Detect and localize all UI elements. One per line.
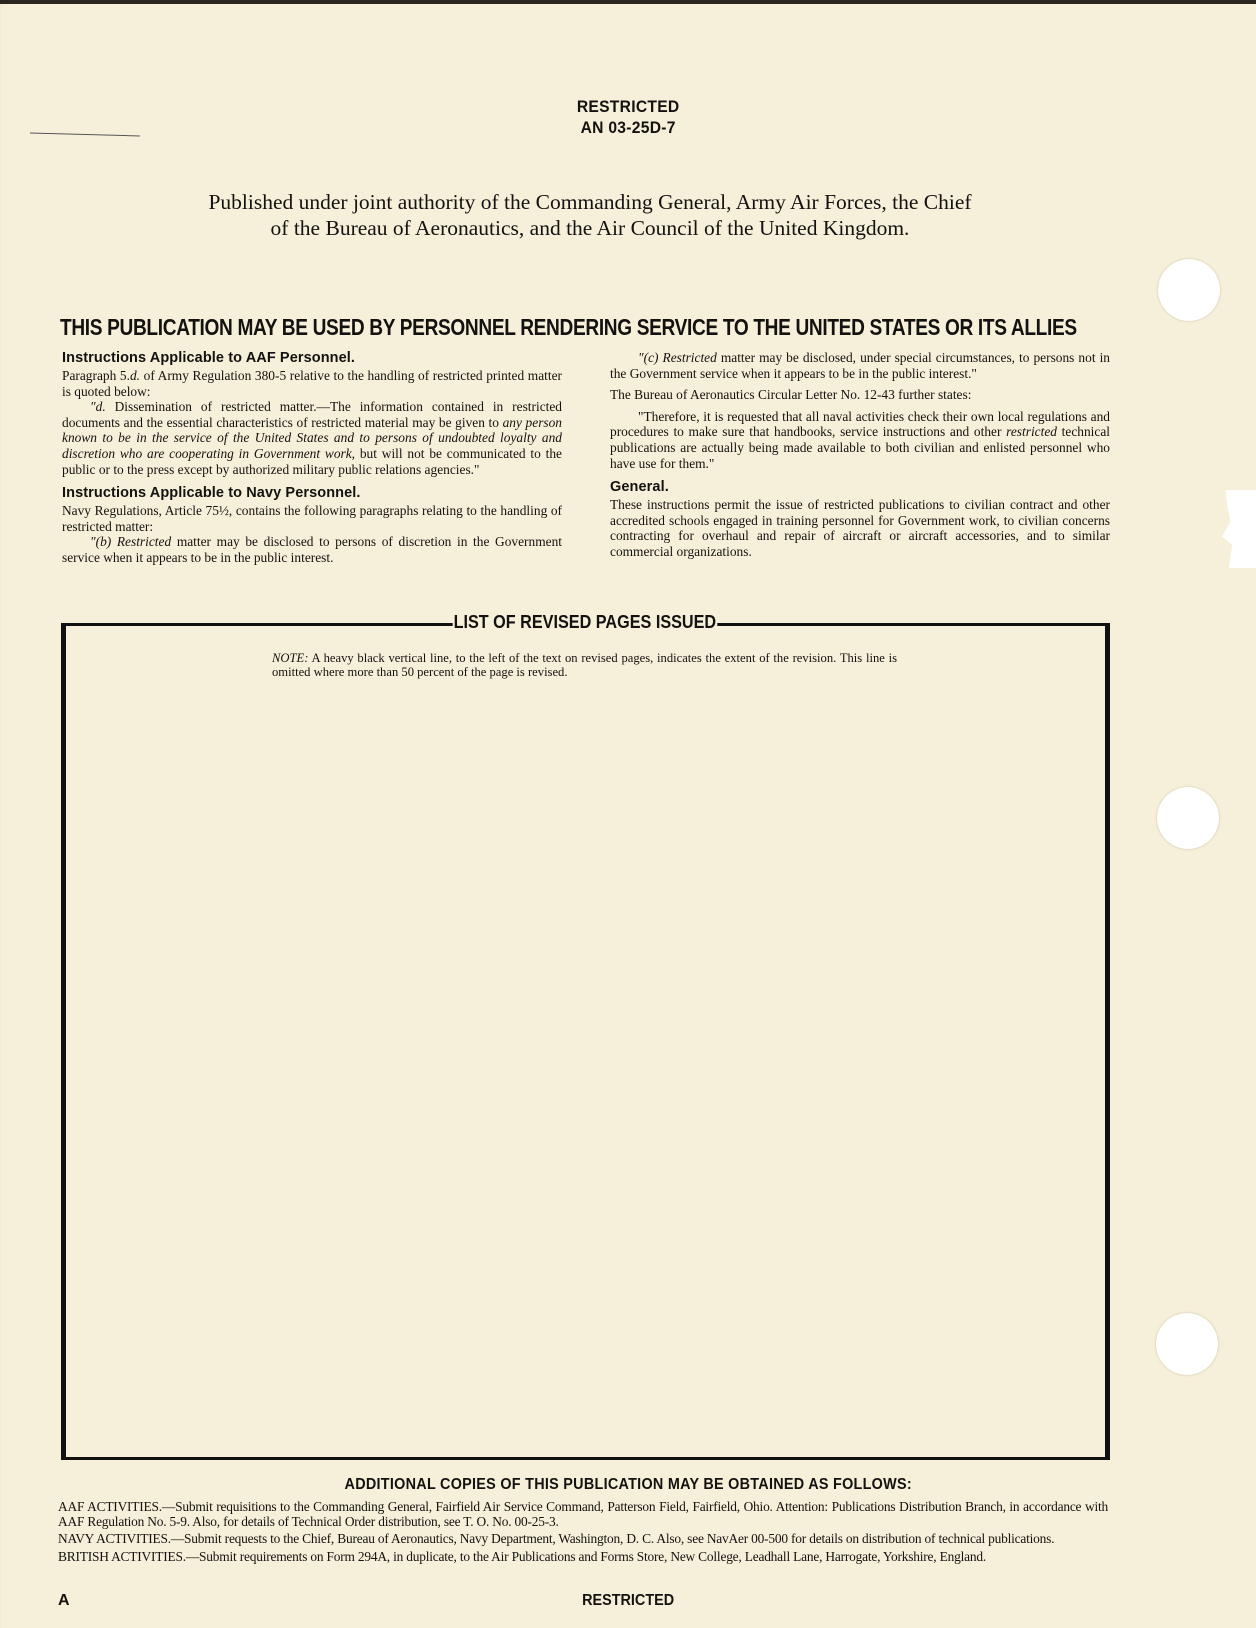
aaf-activities: AAF ACTIVITIES.—Submit requisitions to the Commanding General, Fairfield Air Service Command, Patterson Field, Fairfield, Ohio. Attention: Publications Distribution Branch, in accordance with AAF Regulation No. 5-9. Also, for details of Technical Order distribution, see T. O. No. 00-25-3.	[58, 1499, 1108, 1529]
additional-copies-list	[58, 1500, 1108, 1567]
bureau-statement: The Bureau of Aeronautics Circular Letter No. 12-43 further states:	[610, 387, 972, 403]
right-column	[610, 350, 1110, 560]
page-header	[50, 96, 1206, 138]
navy-heading: Instructions Applicable to Navy Personnel.	[62, 485, 361, 502]
aaf-quote: "d. Dissemination of restricted matter.—The information contained in restricted documents and the essential characteristics of restricted material may be given to any person known to be in the service of the United States and to persons of undoubted loyalty and discretion who are cooperating in Government work, but will not be communicated to the public or to the press except by authorized military public relations agencies."	[62, 399, 563, 477]
authority-statement: Published under joint authority of the Commanding General, Army Air Forces, the Chief of the Bureau of Aeronautics, and the Air Council of the United Kingdom.	[208, 190, 972, 240]
punch-hole-icon	[1158, 259, 1220, 321]
additional-copies-title: ADDITIONAL COPIES OF THIS PUBLICATION MAY BE OBTAINED AS FOLLOWS:	[344, 1476, 912, 1493]
page-letter: A	[58, 1592, 70, 1609]
usage-banner: THIS PUBLICATION MAY BE USED BY PERSONNEL RENDERING SERVICE TO THE UNITED STATES OR ITS ALLIES	[60, 314, 1077, 340]
header-classification: RESTRICTED	[576, 97, 680, 116]
revised-pages-title: LIST OF REVISED PAGES ISSUED	[453, 612, 717, 632]
left-column	[62, 350, 562, 566]
bureau-quote: "Therefore, it is requested that all naval activities check their own local regulations and procedures to make sure that handbooks, service instructions and other restricted technical publications are actually being made available to both civilian and enlisted personnel who have use for them."	[610, 408, 1110, 471]
general-heading: General.	[610, 479, 669, 496]
british-activities: BRITISH ACTIVITIES.—Submit requirements on Form 294A, in duplicate, to the Air Publications and Forms Store, New College, Leadhall Lane, Harrogate, Yorkshire, England.	[58, 1548, 986, 1564]
revised-pages-box	[61, 623, 1110, 1460]
navy-activities: NAVY ACTIVITIES.—Submit requests to the Chief, Bureau of Aeronautics, Navy Department, Washington, D. C. Also, see NavAer 00-500 for details on distribution of technical publications.	[58, 1531, 1055, 1546]
aaf-intro: Paragraph 5.d. of Army Regulation 380-5 relative to the handling of restricted printed matter is quoted below:	[62, 368, 562, 399]
top-edge-shadow	[0, 0, 1256, 4]
footer-classification: RESTRICTED	[581, 1592, 674, 1609]
header-doc-number: AN 03-25D-7	[580, 118, 676, 137]
navy-intro: Navy Regulations, Article 75½, contains the following paragraphs relating to the handling of restricted matter:	[62, 503, 562, 534]
revision-note: NOTE: A heavy black vertical line, to the left of the text on revised pages, indicates the extent of the revision. This line is omitted where more than 50 percent of the page is revised.	[272, 651, 897, 679]
navy-quote-b: "(b) Restricted matter may be disclosed to persons of discretion in the Government service when it appears to be in the public interest.	[62, 534, 562, 565]
punch-hole-icon	[1156, 1313, 1218, 1375]
navy-quote-c: "(c) Restricted matter may be disclosed, under special circumstances, to persons not in the Government service when it appears to be in the public interest."	[610, 350, 1110, 381]
aaf-heading: Instructions Applicable to AAF Personnel.	[62, 350, 356, 366]
general-text: These instructions permit the issue of restricted publications to civilian contract and other accredited schools engaged in training personnel for Government work, to civilian concerns contracting for overhaul and repair of aircraft or aircraft accessories, and to similar commercial organizations.	[610, 497, 1110, 559]
punch-hole-icon	[1157, 787, 1219, 849]
